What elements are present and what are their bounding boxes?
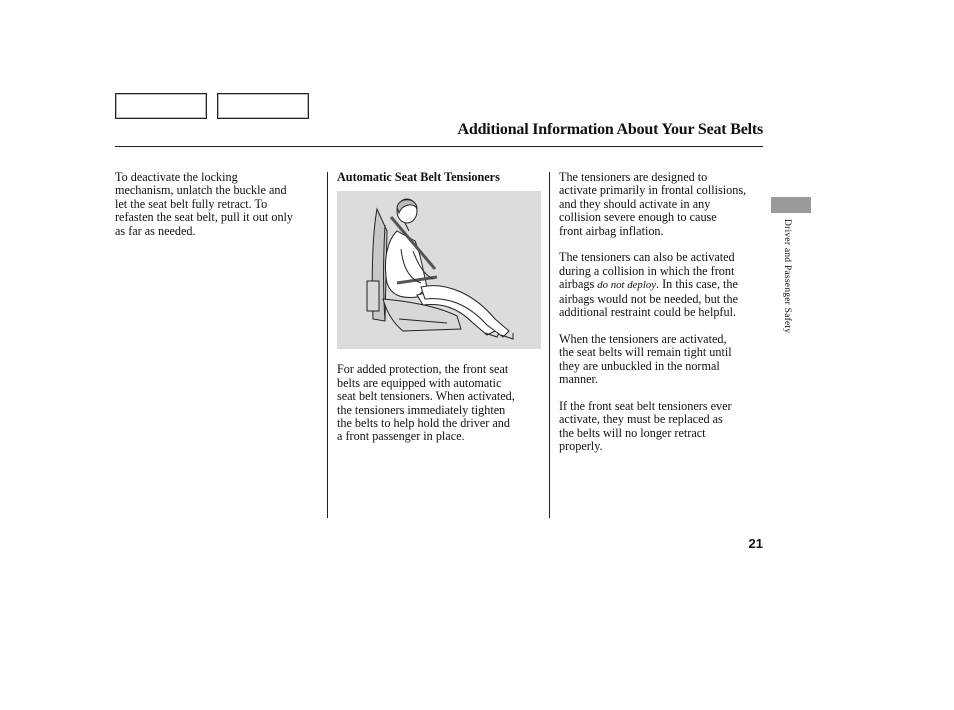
page-title: Additional Information About Your Seat Belts xyxy=(457,121,763,138)
text-line: The tensioners can also be activated xyxy=(559,250,735,265)
text-line: properly. xyxy=(559,439,603,454)
text-line: front airbag inflation. xyxy=(559,223,664,238)
header-rule xyxy=(115,146,763,147)
paragraph xyxy=(559,400,764,454)
text-line: activate, they must be replaced as xyxy=(559,412,723,427)
column-divider xyxy=(327,172,328,518)
text-line: refasten the seat belt, pull it out only xyxy=(115,210,294,225)
text-line: When the tensioners are activated, xyxy=(559,331,727,346)
paragraph xyxy=(115,171,320,238)
page-number: 21 xyxy=(748,536,763,551)
section-heading: Automatic Seat Belt Tensioners xyxy=(337,170,500,184)
text-line: The tensioners are designed to xyxy=(559,170,708,184)
text-line: a front passenger in place. xyxy=(337,429,465,444)
text-line: they are unbuckled in the normal xyxy=(559,358,720,373)
text-line xyxy=(559,278,764,292)
text-line: the seat belts will remain tight until xyxy=(559,345,732,360)
section-tab-label xyxy=(782,219,794,369)
left-column xyxy=(115,171,320,251)
seated-passenger-with-seat-belt-illustration xyxy=(337,191,541,349)
text-fragment: airbags xyxy=(559,277,598,292)
text-line: To deactivate the locking xyxy=(115,170,238,184)
text-line: activate primarily in frontal collisions, xyxy=(559,183,747,198)
text-line: during a collision in which the front xyxy=(559,263,735,278)
text-line: manner. xyxy=(559,372,598,387)
text-line: let the seat belt fully retract. To xyxy=(115,196,268,211)
text-line: mechanism, unlatch the buckle and xyxy=(115,183,287,198)
nav-button-previous[interactable] xyxy=(115,93,207,119)
text-line: as far as needed. xyxy=(115,223,196,238)
paragraph xyxy=(337,363,542,443)
text-line: airbags would not be needed, but the xyxy=(559,291,739,306)
text-line: belts are equipped with automatic xyxy=(337,375,502,390)
right-column xyxy=(559,171,764,467)
text-line: and they should activate in any xyxy=(559,196,711,211)
paragraph xyxy=(559,333,764,387)
text-line: If the front seat belt tensioners ever xyxy=(559,398,732,413)
nav-button-next[interactable] xyxy=(217,93,309,119)
text-fragment: . In this case, the xyxy=(656,277,738,292)
section-tab-text: Driver and Passenger Safety xyxy=(782,219,793,334)
text-line: collision severe enough to cause xyxy=(559,210,717,225)
paragraph xyxy=(559,251,764,319)
middle-column xyxy=(337,171,542,457)
text-line: the belts will no longer retract xyxy=(559,425,706,440)
text-line: the belts to help hold the driver and xyxy=(337,416,510,431)
text-line: For added protection, the front seat xyxy=(337,362,509,377)
text-line: the tensioners immediately tighten xyxy=(337,402,506,417)
italic-emphasis: do not deploy xyxy=(597,279,657,292)
section-tab[interactable] xyxy=(771,197,811,213)
text-line: seat belt tensioners. When activated, xyxy=(337,389,515,404)
text-line: additional restraint could be helpful. xyxy=(559,305,737,320)
column-divider xyxy=(549,172,550,518)
paragraph xyxy=(559,171,764,238)
